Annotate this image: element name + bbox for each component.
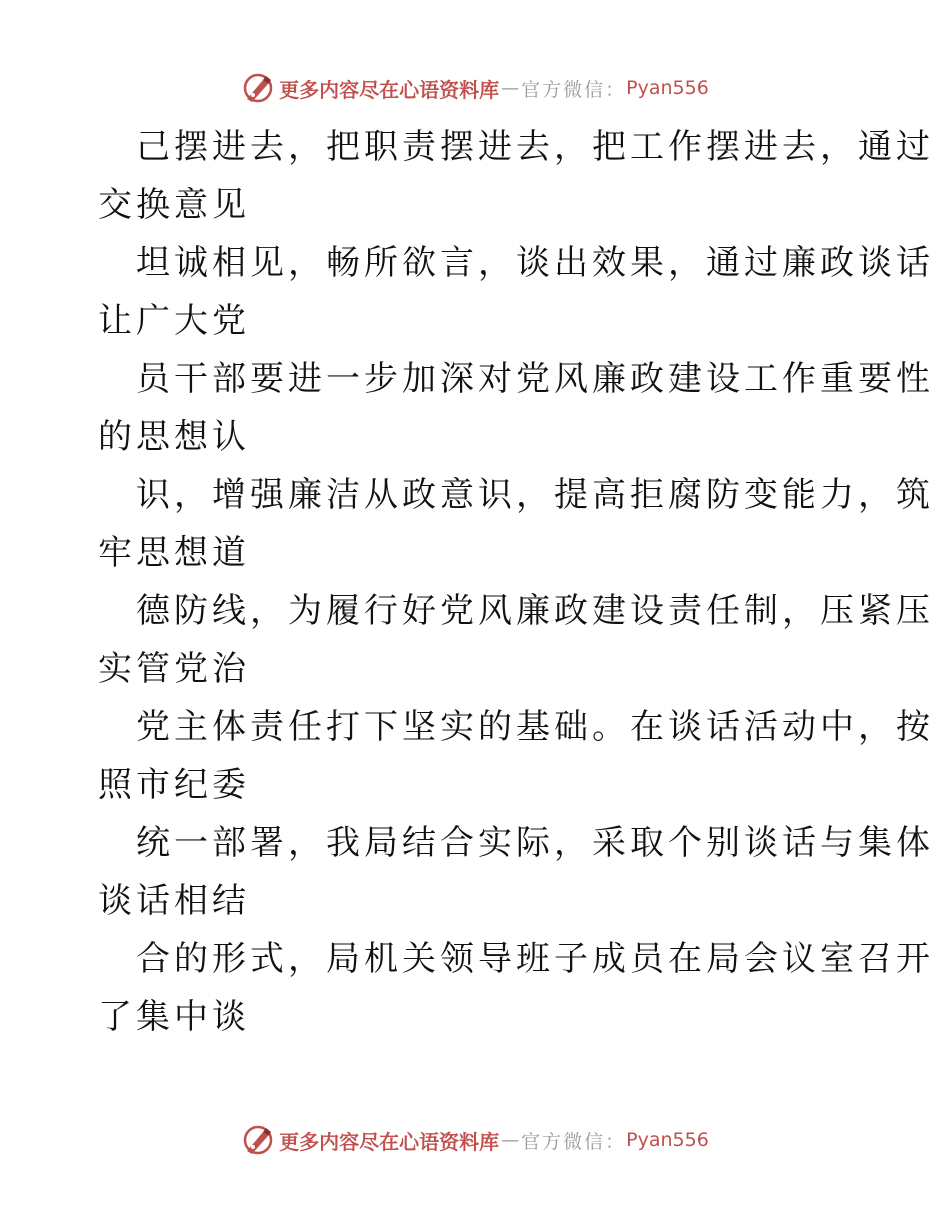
text-line: 识，增强廉洁从政意识，提高拒腐防变能力，筑	[136, 475, 934, 515]
header-separator: —	[501, 77, 520, 99]
text-line: 坦诚相见，畅所欲言，谈出效果，通过廉政谈话	[136, 243, 934, 283]
document-body	[98, 118, 934, 1046]
pen-logo-icon	[241, 1123, 275, 1157]
text-line: 谈话相结	[98, 881, 250, 921]
header-watermark	[0, 68, 950, 108]
header-wechat-id: Pyan556	[626, 77, 709, 99]
header-site-text: 更多内容尽在心语资料库	[279, 77, 500, 102]
text-line: 实管党治	[98, 649, 250, 689]
text-line: 交换意见	[98, 185, 250, 225]
footer-wechat-label: 官方微信：	[521, 1130, 627, 1153]
text-line: 党主体责任打下坚实的基础。在谈话活动中，按	[136, 707, 934, 747]
footer-site-text: 更多内容尽在心语资料库	[279, 1129, 500, 1154]
pen-logo-icon	[241, 71, 275, 105]
text-line: 的思想认	[98, 417, 250, 457]
text-line: 员干部要进一步加深对党风廉政建设工作重要性	[136, 359, 934, 399]
text-line: 让广大党	[98, 301, 250, 341]
text-line: 牢思想道	[98, 533, 250, 573]
text-line: 己摆进去，把职责摆进去，把工作摆进去，通过	[136, 127, 934, 167]
text-line: 德防线，为履行好党风廉政建设责任制，压紧压	[136, 591, 934, 631]
text-line: 合的形式，局机关领导班子成员在局会议室召开	[136, 939, 934, 979]
footer-separator: —	[501, 1129, 520, 1151]
footer-watermark	[0, 1120, 950, 1160]
header-wechat-label: 官方微信：	[521, 78, 627, 101]
text-line: 了集中谈	[98, 997, 250, 1037]
text-line: 统一部署，我局结合实际，采取个别谈话与集体	[136, 823, 934, 863]
text-line: 照市纪委	[98, 765, 250, 805]
footer-wechat-id: Pyan556	[626, 1129, 709, 1151]
